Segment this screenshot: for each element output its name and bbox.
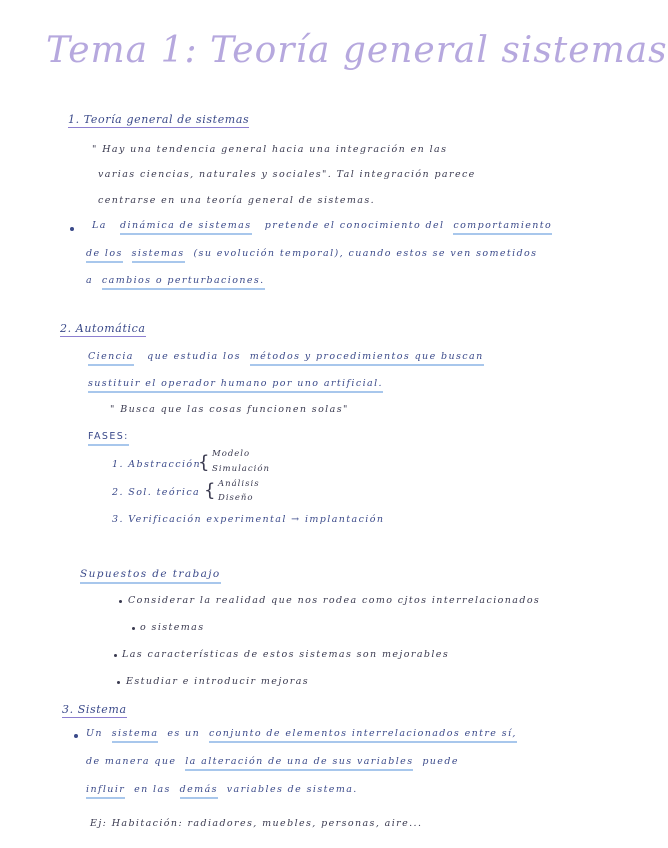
dynamics-line-3: a cambios o perturbaciones. (86, 275, 265, 286)
fase-1-option-a: Modelo (212, 449, 251, 459)
fase-2-option-a: Análisis (218, 479, 260, 489)
sistema-def-line-3: influir en las demás variables de sistema. (86, 784, 358, 795)
quote-line-2: varias ciencias, naturales y sociales". Tal integración parece (98, 169, 476, 180)
supuesto-1-line-2: o sistemas (140, 622, 205, 633)
sistema-def-line-2: de manera que la alteración de una de sus variables puede (86, 756, 459, 767)
automatica-quote: " Busca que las cosas funcionen solas" (110, 404, 349, 415)
automatica-def-line-2: sustituir el operador humano por uno artificial. (88, 378, 383, 389)
fase-3: 3. Verificación experimental → implantación (112, 514, 385, 525)
sistema-example: Ej: Habitación: radiadores, muebles, personas, aire... (90, 818, 423, 829)
page-title: Tema 1: Teoría general sistemas (46, 30, 668, 71)
fases-label: FASES: (88, 431, 129, 446)
supuesto-1-line-1: Considerar la realidad que nos rodea como cjtos interrelacionados (128, 595, 541, 606)
automatica-def-line-1: Ciencia que estudia los métodos y procedimientos que buscan (88, 351, 484, 362)
fase-2: 2. Sol. teórica (112, 487, 201, 498)
bullet-icon (119, 600, 122, 603)
fase-1-option-b: Simulación (212, 464, 270, 474)
supuestos-heading: Supuestos de trabajo (80, 568, 221, 584)
brace-icon: { (204, 480, 216, 501)
section-3-heading: 3. Sistema (62, 703, 127, 716)
dynamics-line-2: de los sistemas (su evolución temporal), cuando estos se ven sometidos (86, 248, 537, 259)
bullet-icon (132, 627, 135, 630)
dynamics-line-1: La dinámica de sistemas pretende el conocimiento del comportamiento (92, 220, 552, 231)
fase-2-option-b: Diseño (218, 493, 254, 503)
fase-1: 1. Abstracción (112, 459, 202, 470)
bullet-icon (70, 227, 74, 231)
section-1-heading: 1. Teoría general de sistemas (68, 113, 250, 126)
quote-line-3: centrarse en una teoría general de sistemas. (98, 195, 376, 206)
bullet-icon (114, 654, 117, 657)
bullet-icon (74, 734, 78, 738)
supuesto-2: Las características de estos sistemas son mejorables (122, 649, 450, 660)
bullet-icon (117, 681, 120, 684)
brace-icon: { (198, 452, 210, 473)
supuesto-3: Estudiar e introducir mejoras (126, 676, 310, 687)
sistema-def-line-1: Un sistema es un conjunto de elementos interrelacionados entre sí, (86, 728, 517, 739)
section-2-heading: 2. Automática (60, 322, 146, 335)
quote-line-1: " Hay una tendencia general hacia una integración en las (92, 144, 448, 155)
